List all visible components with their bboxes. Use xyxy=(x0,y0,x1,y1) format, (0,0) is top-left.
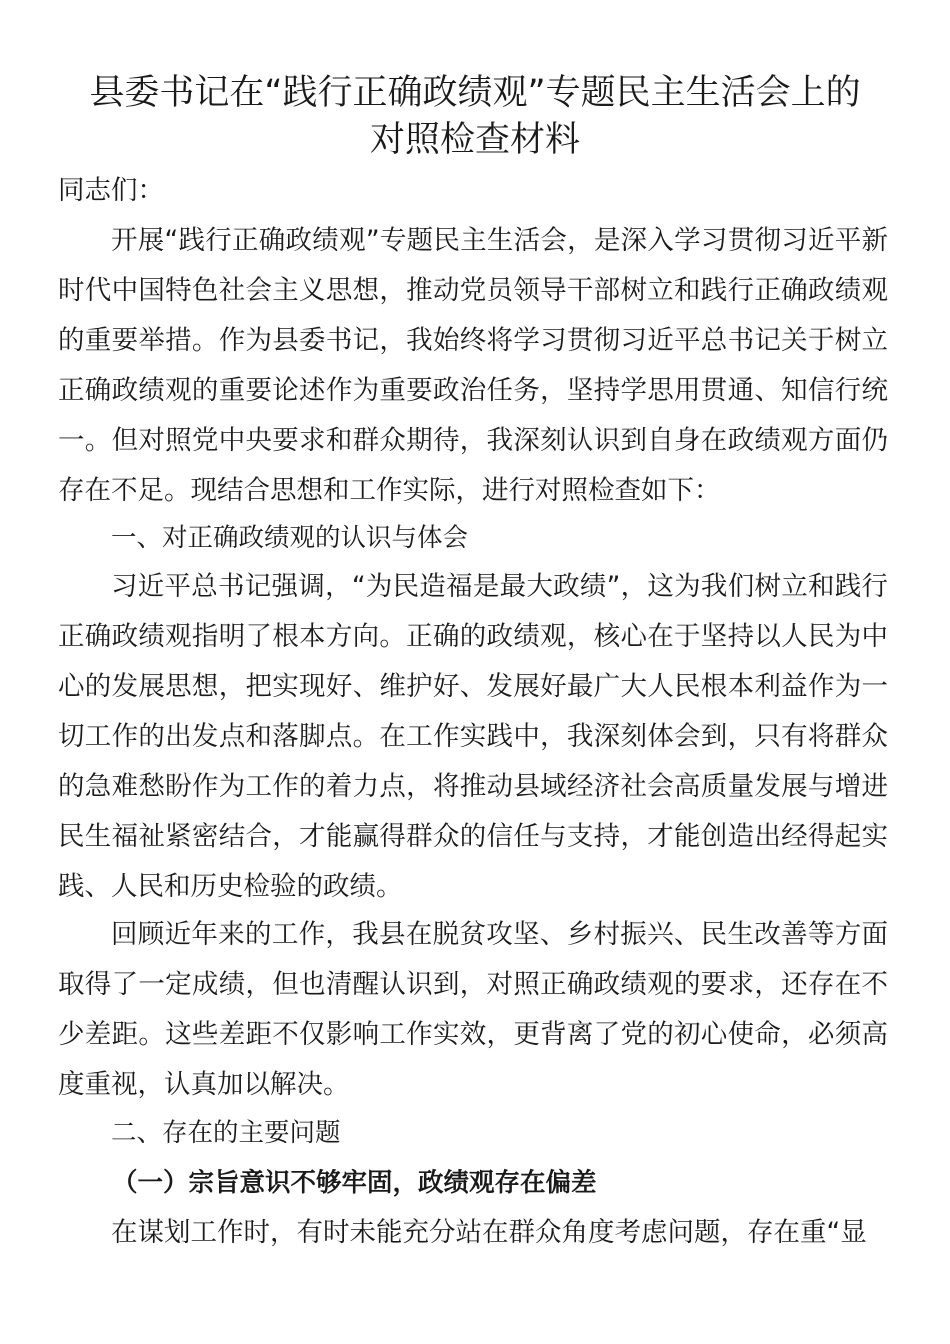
section1-heading: 一、对正确政绩观的认识与体会 xyxy=(111,523,469,553)
section2-subheading1: （一）宗旨意识不够牢固，政绩观存在偏差 xyxy=(112,1168,597,1198)
section2-heading: 二、存在的主要问题 xyxy=(111,1118,341,1148)
document-title-line2: 对照检查材料 xyxy=(369,120,580,160)
section2-sub1-paragraph: 在谋划工作时，有时未能充分站在群众角度考虑问题，存在重“显 xyxy=(111,1217,867,1248)
intro-paragraph: 开展“践行正确政绩观”专题民主生活会，是深入学习贯彻习近平新时代中国特色社会主义思想，推动党员领导干部树立和践行正确政绩观的重要举措。作为县委书记，我始终将学习贯彻习近平总书记关于树立正确政绩观的重要论述作为重要政治任务，坚持学思用贯通、知信行统一。但对照党中央要求和群众期待，我深刻认识到自身在政绩观方面仍存在不足。现结合思想和工作实际，进行对照检查如下： xyxy=(58,225,888,506)
section1-paragraph2: 回顾近年来的工作，我县在脱贫攻坚、乡村振兴、民生改善等方面取得了一定成绩，但也清醒认识到，对照正确政绩观的要求，还存在不少差距。这些差距不仅影响工作实效，更背离了党的初心使命，必须高度重视，认真加以解决。 xyxy=(58,919,888,1100)
document-title-line1: 县委书记在“践行正确政绩观”专题民主生活会上的 xyxy=(89,73,861,113)
section1-paragraph1: 习近平总书记强调，“为民造福是最大政绩”，这为我们树立和践行正确政绩观指明了根本方向。正确的政绩观，核心在于坚持以人民为中心的发展思想，把实现好、维护好、发展好最广大人民根本利益作为一切工作的出发点和落脚点。在工作实践中，我深刻体会到，只有将群众的急难愁盼作为工作的着力点，将推动县域经济社会高质量发展与增进民生福祉紧密结合，才能赢得群众的信任与支持，才能创造出经得起实践、人民和历史检验的政绩。 xyxy=(58,571,888,902)
salutation: 同志们： xyxy=(58,175,164,206)
